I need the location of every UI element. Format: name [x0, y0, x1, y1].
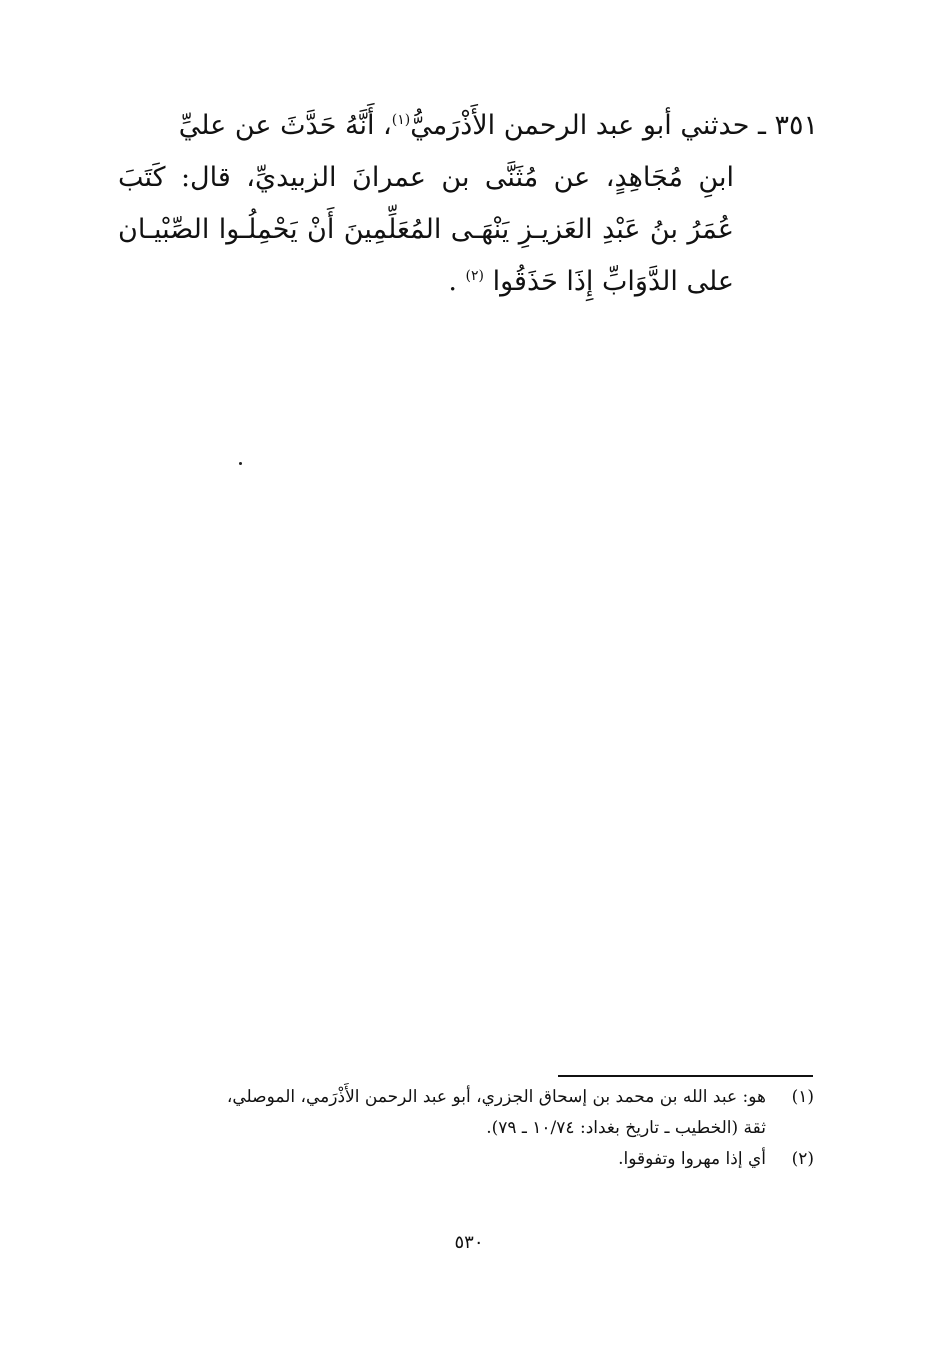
hadith-line-1-end: ، أَنَّهُ حَدَّثَ عن عليِّ — [178, 110, 392, 141]
footnote-1-continuation: ثقة (الخطيب ـ تاريخ بغداد: ١٠/٧٤ ـ ٧٩). — [486, 1118, 766, 1138]
stray-mark — [239, 462, 242, 465]
footnote-marker-2: (٢) — [465, 268, 484, 284]
footnote-1-text: هو: عبد الله بن محمد بن إسحاق الجزري، أبو عبد الرحمن الأَذْرَمي، الموصلي، — [226, 1087, 766, 1107]
hadith-line-2: ابنِ مُجَاهِدٍ، عن مُثَنَّى بن عمرانَ الزبيديِّ، قال: كَتَبَ — [118, 162, 734, 193]
footnote-1 — [110, 1082, 814, 1113]
footnote-separator — [558, 1075, 813, 1077]
footnote-2-text: أي إذا مهروا وتفوقوا. — [618, 1149, 766, 1169]
page-number: ٥٣٠ — [454, 1232, 484, 1253]
hadith-line-4-text: على الدَّوَابِّ إِذَا حَذَقُوا — [492, 266, 734, 297]
hadith-line-4 — [118, 256, 734, 308]
hadith-line-1-start: ٣٥١ ـ حدثني أبو عبد الرحمن الأَذْرَميُّ — [410, 110, 818, 141]
footnote-marker-1: (١) — [391, 112, 411, 128]
footnotes — [110, 1082, 814, 1175]
footnote-2-number: (٢) — [791, 1149, 814, 1169]
footnote-1-number: (١) — [791, 1087, 814, 1107]
hadith-text — [118, 100, 818, 308]
hadith-line-3: عُمَرُ بنُ عَبْدِ العَزيـزِ يَنْهَـى المُعَلِّمِينَ أَنْ يَحْمِلُـوا الصِّبْيـان — [118, 214, 734, 245]
hadith-end-period: . — [448, 266, 457, 297]
footnote-2 — [110, 1144, 814, 1175]
hadith-line-1 — [118, 100, 818, 152]
